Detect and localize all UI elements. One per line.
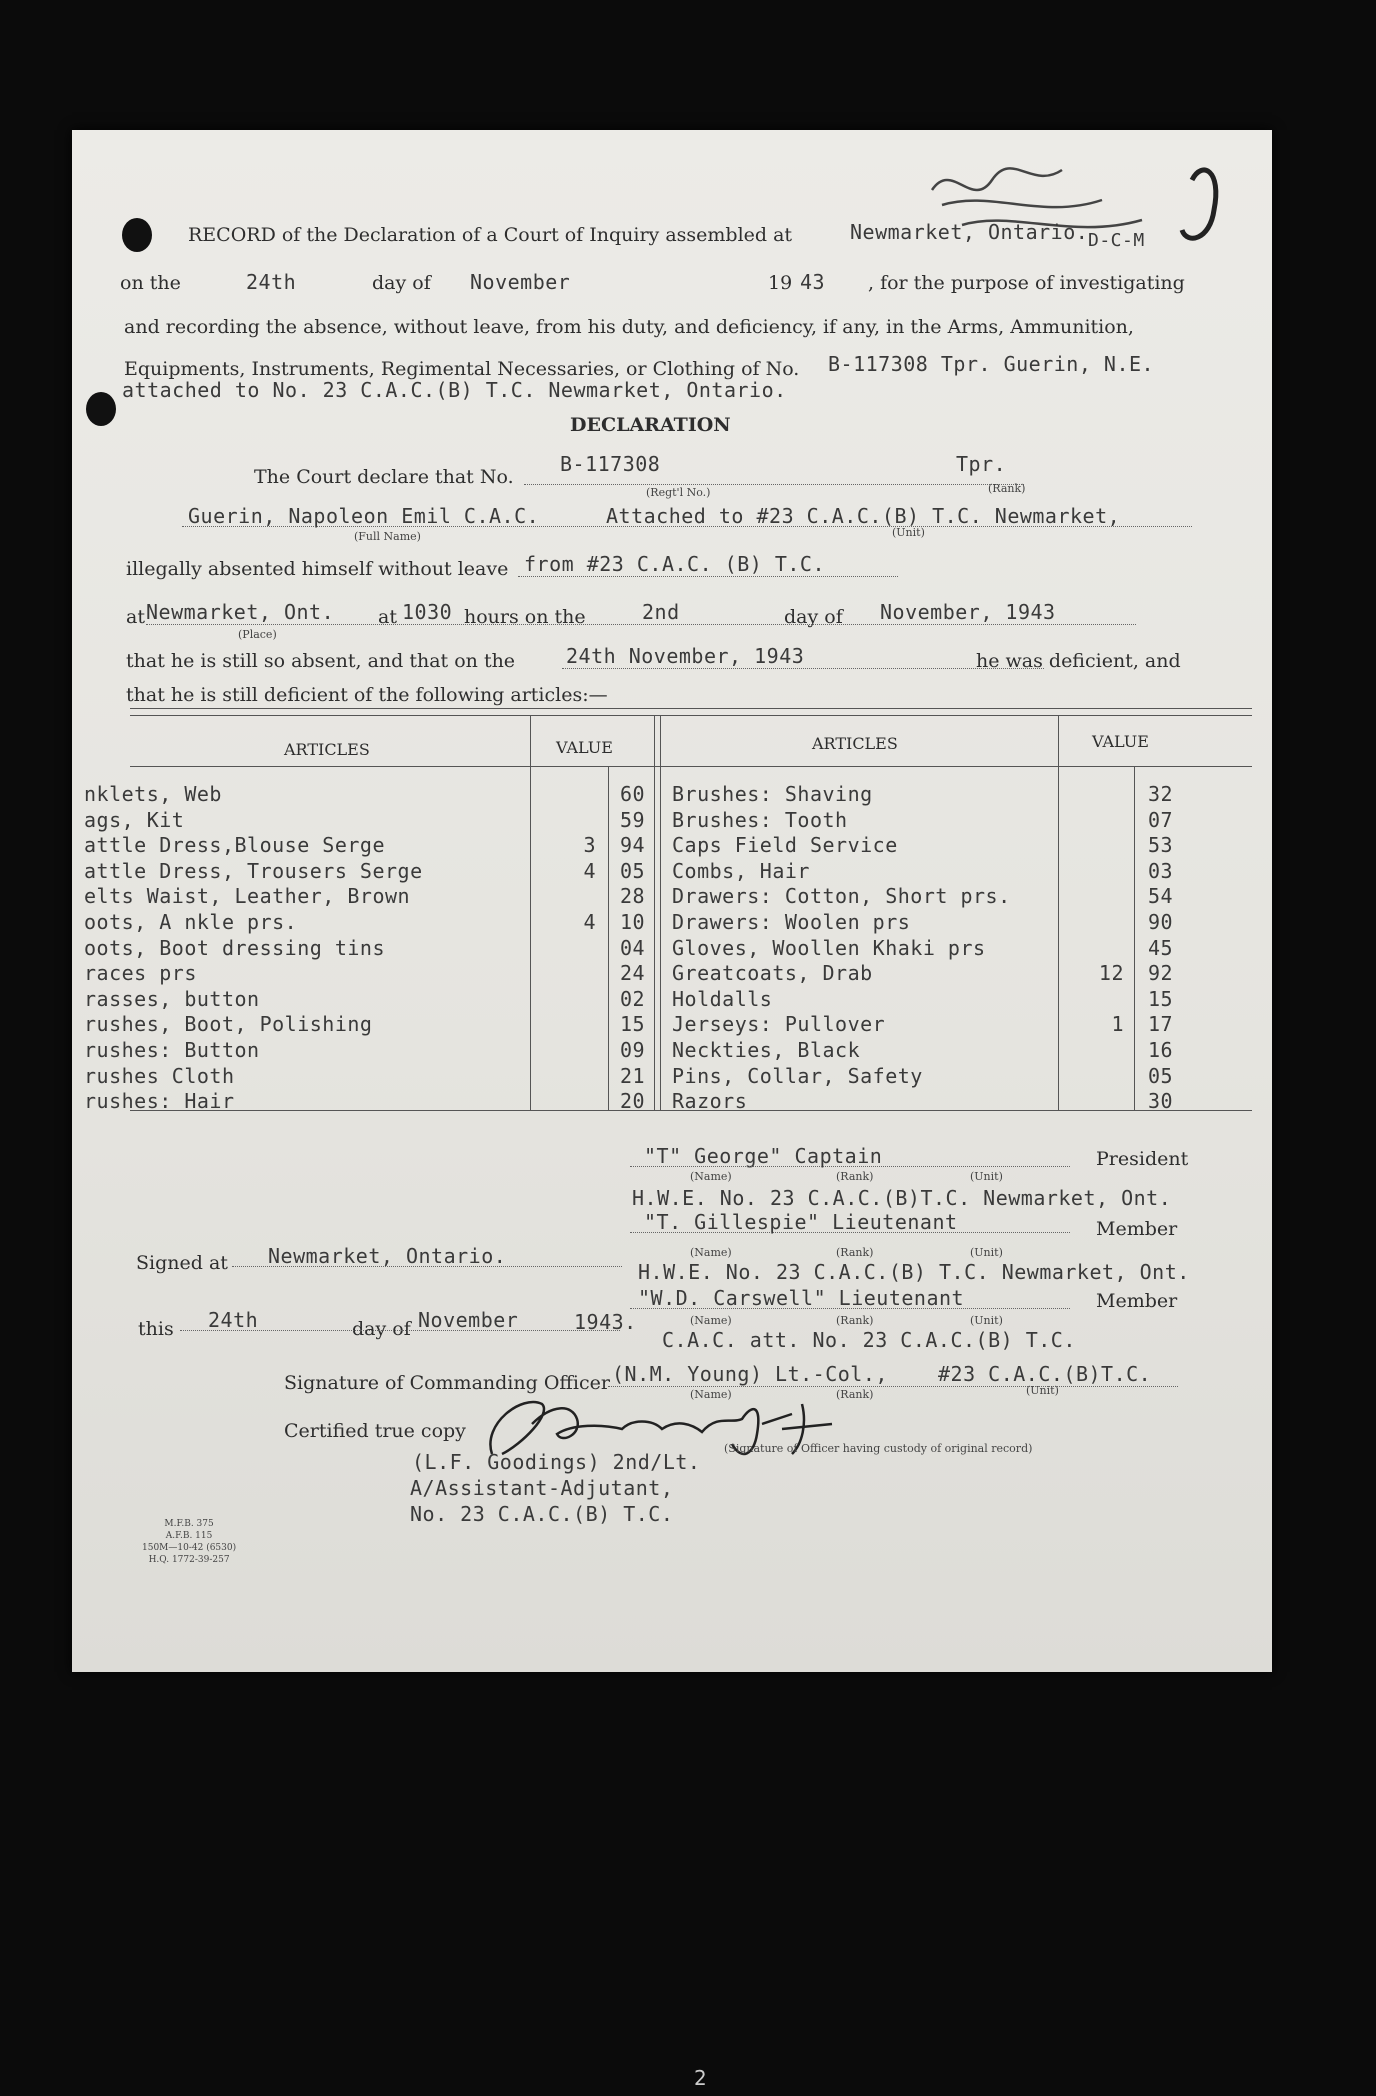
right-value-cents: 16 xyxy=(1148,1038,1174,1062)
right-value-cents: 32 xyxy=(1148,782,1174,806)
right-article: Jerseys: Pullover xyxy=(672,1012,886,1037)
page-mark: 2 xyxy=(694,2066,707,2090)
year-prefix: 19 xyxy=(768,272,793,294)
rank-label: (Rank) xyxy=(988,482,1026,495)
right-value-cents: 90 xyxy=(1148,910,1174,934)
signed-day: 24th xyxy=(208,1308,259,1332)
left-value-dollars: 3 xyxy=(583,833,596,858)
regt-no-label: (Regt'l No.) xyxy=(646,486,711,499)
still-deficient-text: that he is still deficient of the following articles:— xyxy=(126,684,608,706)
left-article: rasses, button xyxy=(84,986,260,1011)
table-header-value-right: VALUE xyxy=(1092,732,1149,751)
right-article: Razors xyxy=(672,1089,748,1114)
right-article: Drawers: Cotton, Short prs. xyxy=(672,884,1011,909)
record-text: RECORD of the Declaration of a Court of Inquiry assembled at xyxy=(188,224,793,246)
full-name-value: Guerin, Napoleon Emil C.A.C. xyxy=(188,504,540,528)
left-article: rushes: Button xyxy=(84,1038,260,1062)
corner-note: D-C-M xyxy=(1088,230,1145,251)
left-value-dollars: 4 xyxy=(583,910,596,934)
unit-value: Attached to #23 C.A.C.(B) T.C. Newmarket, xyxy=(606,504,1121,528)
left-value-cents: 15 xyxy=(620,1012,646,1037)
co-name: (N.M. Young) Lt.-Col., xyxy=(612,1362,888,1386)
member2-name: "W.D. Carswell" Lieutenant xyxy=(638,1286,965,1310)
form-number: A.F.B. 115 xyxy=(165,1531,213,1541)
label-rank-2: (Rank) xyxy=(836,1246,874,1259)
header-line-3: and recording the absence, without leave, from his duty, and deficiency, if any, in the Arms, Ammunition, xyxy=(124,316,1134,338)
cert-role: A/Assistant-Adjutant, xyxy=(410,1476,674,1500)
left-article: ags, Kit xyxy=(84,807,185,832)
court-month: November xyxy=(470,270,571,294)
soldier-line: B-117308 Tpr. Guerin, N.E. xyxy=(828,352,1155,376)
place-value: Newmarket, Ont. xyxy=(146,600,335,624)
signed-month: November xyxy=(418,1308,519,1332)
right-article: Neckties, Black xyxy=(672,1038,861,1062)
document-page xyxy=(72,130,1272,1672)
member2-unit: C.A.C. att. No. 23 C.A.C.(B) T.C. xyxy=(662,1328,1076,1352)
hours-value: 1030 xyxy=(402,600,453,624)
label-unit-2: (Unit) xyxy=(970,1246,1003,1259)
label-unit-3: (Unit) xyxy=(970,1314,1003,1327)
table-header-articles-left: ARTICLES xyxy=(284,740,370,759)
was-deficient-text: he was deficient, and xyxy=(976,650,1181,672)
left-article: elts Waist, Leather, Brown xyxy=(84,884,411,909)
this-label: this xyxy=(138,1318,174,1340)
left-value-cents: 04 xyxy=(620,935,646,960)
on-the-label: on the xyxy=(120,272,181,294)
table-header-articles-right: ARTICLES xyxy=(812,734,898,753)
label-unit-1: (Unit) xyxy=(970,1170,1003,1183)
right-article: Pins, Collar, Safety xyxy=(672,1063,923,1088)
left-value-cents: 05 xyxy=(620,858,646,883)
signed-at-label: Signed at xyxy=(136,1252,228,1274)
label-name-2: (Name) xyxy=(690,1246,732,1259)
left-value-cents: 02 xyxy=(620,986,646,1011)
day-of-label: day of xyxy=(372,272,431,294)
right-value-cents: 15 xyxy=(1148,986,1174,1011)
right-article: Greatcoats, Drab xyxy=(672,961,873,986)
absence-day-of: day of xyxy=(784,606,843,628)
left-value-cents: 20 xyxy=(620,1089,646,1114)
left-value-cents: 60 xyxy=(620,782,646,806)
right-article: Combs, Hair xyxy=(672,858,810,883)
deficient-date: 24th November, 1943 xyxy=(566,644,805,668)
member1-unit: H.W.E. No. 23 C.A.C.(B) T.C. Newmarket, Ont. xyxy=(638,1260,1190,1284)
attached-line: attached to No. 23 C.A.C.(B) T.C. Newmarket, Ontario. xyxy=(122,378,787,402)
right-article: Brushes: Shaving xyxy=(672,782,873,806)
member1-label: Member xyxy=(1096,1218,1178,1240)
left-value-cents: 28 xyxy=(620,884,646,909)
label-name-1: (Name) xyxy=(690,1170,732,1183)
right-article: Brushes: Tooth xyxy=(672,807,848,832)
left-article: races prs xyxy=(84,961,197,986)
signed-year: 1943. xyxy=(574,1310,637,1334)
court-day: 24th xyxy=(246,270,297,294)
right-value-cents: 92 xyxy=(1148,961,1174,986)
custody-label: (Signature of Officer having custody of original record) xyxy=(724,1442,1033,1455)
right-value-cents: 17 xyxy=(1148,1012,1174,1037)
cert-name: (L.F. Goodings) 2nd/Lt. xyxy=(412,1450,701,1474)
punch-hole-top xyxy=(122,218,152,252)
unit-label: (Unit) xyxy=(892,526,925,539)
still-absent-text: that he is still so absent, and that on the xyxy=(126,650,516,672)
left-value-cents: 09 xyxy=(620,1038,646,1062)
right-value-cents: 30 xyxy=(1148,1089,1174,1114)
left-value-cents: 10 xyxy=(620,910,646,934)
declaration-heading: DECLARATION xyxy=(570,414,731,436)
header-line-4: Equipments, Instruments, Regimental Necessaries, or Clothing of No. xyxy=(124,358,800,380)
court-place: Newmarket, Ontario. xyxy=(850,220,1089,244)
regt-no-value: B-117308 xyxy=(560,452,661,476)
left-value-cents: 21 xyxy=(620,1063,646,1088)
left-article: attle Dress, Trousers Serge xyxy=(84,858,423,883)
label-rank-3: (Rank) xyxy=(836,1314,874,1327)
rank-value: Tpr. xyxy=(956,452,1007,476)
full-name-label: (Full Name) xyxy=(354,530,421,543)
left-article: nklets, Web xyxy=(84,782,222,806)
president-label: President xyxy=(1096,1148,1189,1170)
right-value-cents: 03 xyxy=(1148,858,1174,883)
table-header-value-left: VALUE xyxy=(556,738,613,757)
certified-label: Certified true copy xyxy=(284,1420,466,1442)
label-rank-1: (Rank) xyxy=(836,1170,874,1183)
left-article: rushes: Hair xyxy=(84,1089,235,1114)
at-label-2: at xyxy=(378,606,397,628)
right-article: Holdalls xyxy=(672,986,773,1011)
left-article: oots, A nkle prs. xyxy=(84,910,298,934)
left-article: rushes, Boot, Polishing xyxy=(84,1012,373,1037)
signed-day-of: day of xyxy=(352,1318,411,1340)
left-value-cents: 59 xyxy=(620,807,646,832)
purpose-text: , for the purpose of investigating xyxy=(868,272,1185,294)
right-value-cents: 54 xyxy=(1148,884,1174,909)
co-unit: #23 C.A.C.(B)T.C. xyxy=(938,1362,1152,1386)
member1-name: "T. Gillespie" Lieutenant xyxy=(644,1210,958,1234)
illegally-label: illegally absented himself without leave xyxy=(126,558,509,580)
president-name: "T" George" Captain xyxy=(644,1144,883,1168)
at-label: at xyxy=(126,606,145,628)
member2-label: Member xyxy=(1096,1290,1178,1312)
label-rank-co: (Rank) xyxy=(836,1388,874,1401)
left-value-cents: 94 xyxy=(620,833,646,858)
signed-place: Newmarket, Ontario. xyxy=(268,1244,507,1268)
left-article: attle Dress,Blouse Serge xyxy=(84,833,385,858)
left-article: oots, Boot dressing tins xyxy=(84,935,385,960)
form-number: 150M—10-42 (6530) xyxy=(142,1543,237,1553)
hours-label: hours on the xyxy=(464,606,586,628)
president-unit: H.W.E. No. 23 C.A.C.(B)T.C. Newmarket, Ont. xyxy=(632,1186,1172,1210)
right-value-cents: 05 xyxy=(1148,1063,1174,1088)
left-article: rushes Cloth xyxy=(84,1063,235,1088)
absence-day: 2nd xyxy=(642,600,680,624)
absence-month: November, 1943 xyxy=(880,600,1056,624)
right-value-dollars: 1 xyxy=(1111,1012,1124,1037)
place-label: (Place) xyxy=(238,628,277,641)
right-article: Drawers: Woolen prs xyxy=(672,910,911,934)
punch-hole-middle xyxy=(86,392,116,426)
cert-unit: No. 23 C.A.C.(B) T.C. xyxy=(410,1502,674,1526)
form-number: H.Q. 1772-39-257 xyxy=(148,1555,230,1565)
right-article: Gloves, Woollen Khaki prs xyxy=(672,935,986,960)
right-article: Caps Field Service xyxy=(672,833,898,858)
label-name-co: (Name) xyxy=(690,1388,732,1401)
left-value-dollars: 4 xyxy=(583,858,596,883)
form-number: M.F.B. 375 xyxy=(164,1519,214,1529)
form-numbers xyxy=(142,1518,236,1566)
right-value-dollars: 12 xyxy=(1098,961,1124,986)
from-unit-value: from #23 C.A.C. (B) T.C. xyxy=(524,552,825,576)
court-declare-label: The Court declare that No. xyxy=(254,466,514,488)
label-unit-co: (Unit) xyxy=(1026,1384,1059,1397)
label-name-3: (Name) xyxy=(690,1314,732,1327)
left-value-cents: 24 xyxy=(620,961,646,986)
court-year: 43 xyxy=(800,270,826,294)
right-value-cents: 07 xyxy=(1148,807,1174,832)
right-value-cents: 53 xyxy=(1148,833,1174,858)
co-label: Signature of Commanding Officer xyxy=(284,1372,610,1394)
right-value-cents: 45 xyxy=(1148,935,1174,960)
